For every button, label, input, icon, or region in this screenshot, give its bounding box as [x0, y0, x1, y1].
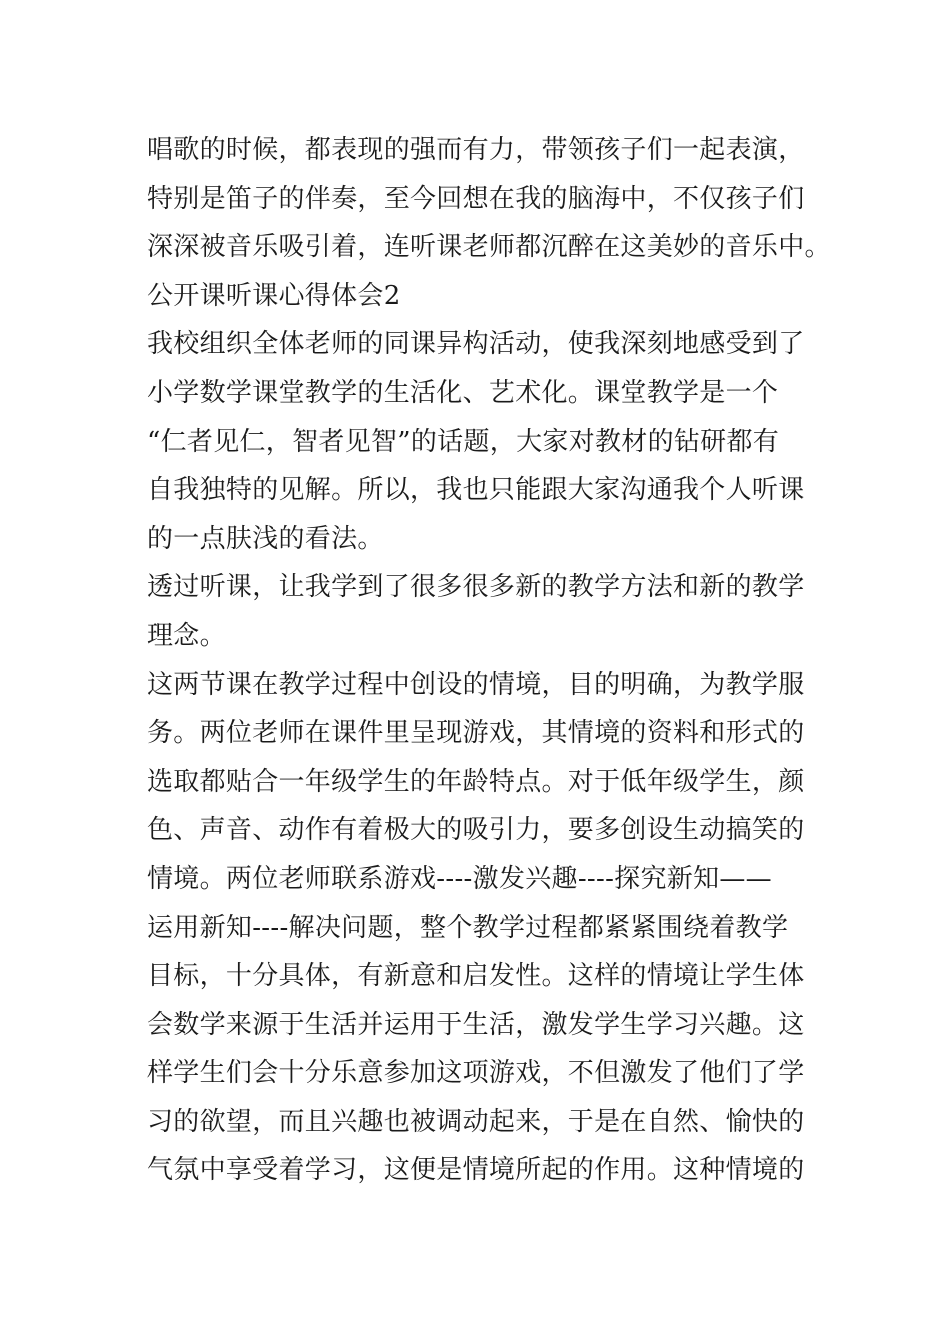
text-line: 务。两位老师在课件里呈现游戏，其情境的资料和形式的: [147, 718, 805, 749]
text-line: 色、声音、动作有着极大的吸引力，要多创设生动搞笑的: [147, 815, 805, 846]
section-heading: 公开课听课心得体会2: [147, 280, 401, 311]
text-line: 会数学来源于生活并运用于生活，激发学生学习兴趣。这: [147, 1009, 805, 1040]
text-line: 气氛中享受着学习，这便是情境所起的作用。这种情境的: [147, 1155, 805, 1186]
text-line: 理念。: [147, 620, 226, 651]
text-line: 透过听课，让我学到了很多很多新的教学方法和新的教学: [147, 572, 805, 603]
text-line: 我校组织全体老师的同课异构活动，使我深刻地感受到了: [147, 329, 805, 360]
text-line: 目标，十分具体，有新意和启发性。这样的情境让学生体: [147, 961, 805, 992]
text-line: 自我独特的见解。所以，我也只能跟大家沟通我个人听课: [147, 475, 805, 506]
text-line: 选取都贴合一年级学生的年龄特点。对于低年级学生，颜: [147, 766, 805, 797]
text-line: 小学数学课堂教学的生活化、艺术化。课堂教学是一个: [147, 377, 779, 408]
text-line: 这两节课在教学过程中创设的情境，目的明确，为教学服: [147, 669, 805, 700]
text-line: 深深被音乐吸引着，连听课老师都沉醉在这美妙的音乐中。: [147, 232, 831, 263]
text-line: 运用新知----解决问题，整个教学过程都紧紧围绕着教学: [147, 912, 789, 943]
text-line: 特别是笛子的伴奏，至今回想在我的脑海中，不仅孩子们: [147, 183, 805, 214]
text-line: 唱歌的时候，都表现的强而有力，带领孩子们一起表演，: [147, 135, 805, 165]
text-line: 样学生们会十分乐意参加这项游戏，不但激发了他们了学: [147, 1058, 805, 1089]
text-line: 情境。两位老师联系游戏----激发兴趣----探究新知——: [147, 863, 772, 894]
text-line: “仁者见仁，智者见智”的话题，大家对教材的钻研都有: [147, 426, 780, 457]
text-line: 习的欲望，而且兴趣也被调动起来，于是在自然、愉快的: [147, 1106, 805, 1137]
text-line: 的一点肤浅的看法。: [147, 523, 384, 554]
document-body: [147, 126, 831, 1195]
